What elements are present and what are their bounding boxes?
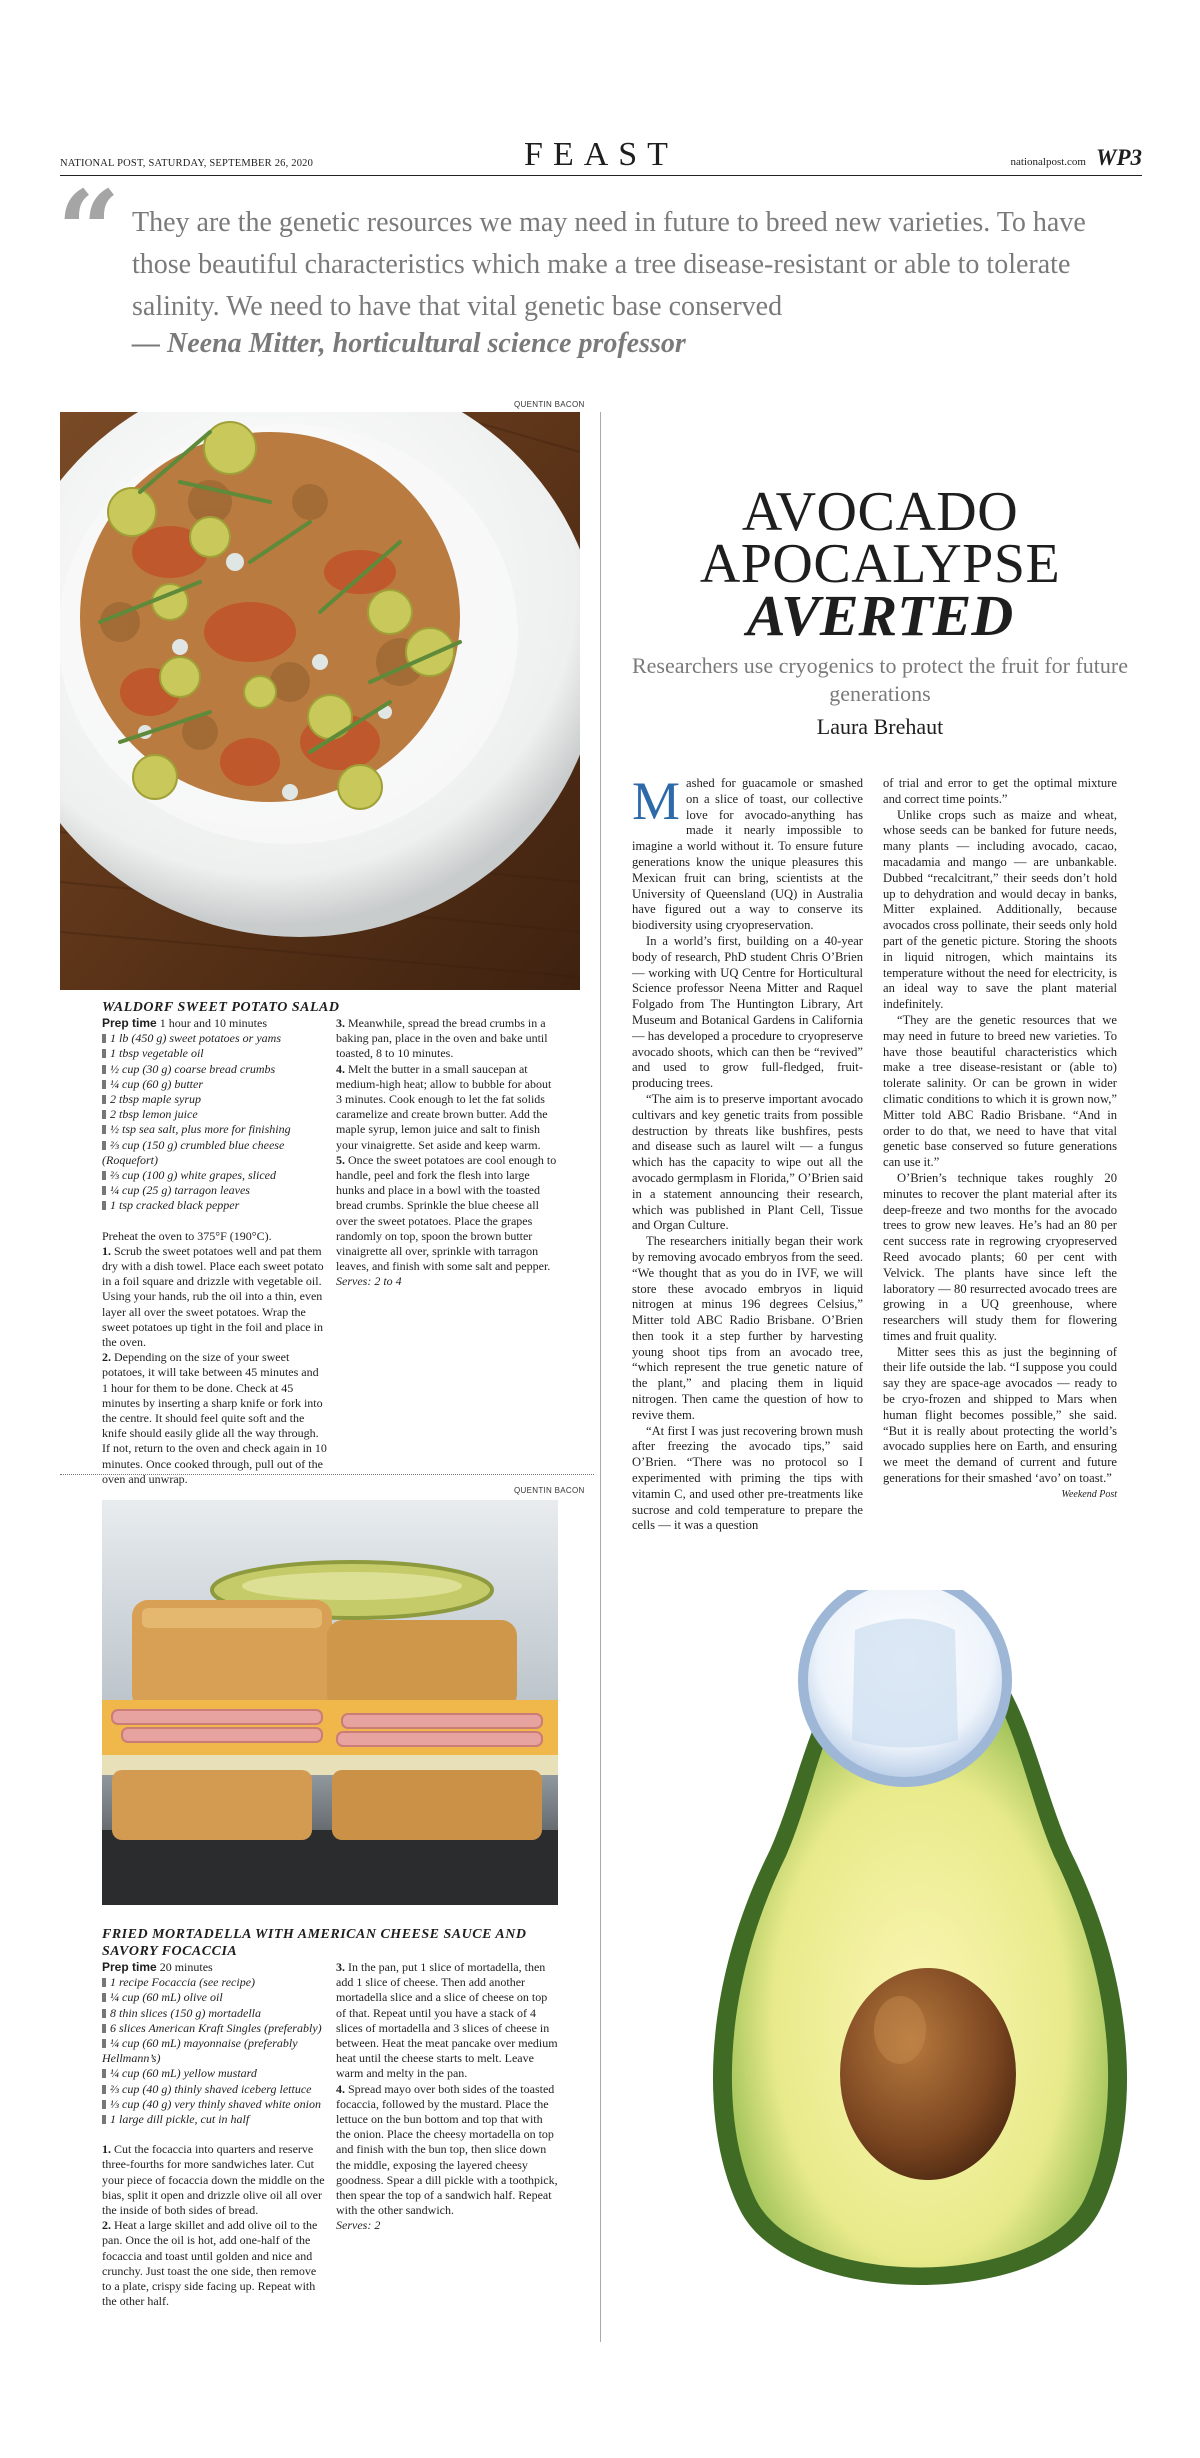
article-paragraph: Mashed for guacamole or smashed on a slice of toast, our collective love for avocado-anything has made it nearly impossible to imagine a world without it. To ensure future generations know the unique pleasures this Mexican fruit can bring, scientists at the University of Queensland (UQ) in Australia have figured out a way to conserve its biodiversity using cryopreservation. [632, 771, 863, 933]
recipe-steps-column [336, 1960, 558, 2234]
ingredient: 1 large dill pickle, cut in half [102, 2112, 327, 2127]
drop-cap: M [632, 771, 681, 831]
sandwich-photo [102, 1500, 558, 1905]
headline-line: AVERTED [746, 583, 1014, 648]
masthead-right [1011, 145, 1142, 171]
article-paragraph: Unlike crops such as maize and wheat, whose seeds can be banked for future needs, many plants — including avocado, cacao, macadamia and mango — are unbankable. Dubbed “recalcitrant,” their seeds don’t hold up to dehydration and would decay in banks, Mitter explained. Additionally, because avocados cross pollinate, their seeds only hold part of the genetic picture. Storing the shoots in liquid nitrogen, which maintains its temperature without the need for electricity, is an ideal way to save the plant material indefinitely. [883, 807, 1117, 1012]
recipe-serves: Serves: 2 [336, 2218, 381, 2233]
ingredient: ½ cup (30 g) coarse bread crumbs [102, 1062, 327, 1077]
recipe-intro: Preheat the oven to 375°F (190°C). [102, 1228, 272, 1243]
recipe-steps-column [336, 1016, 558, 1290]
article-column-1 [632, 771, 863, 1534]
ingredient: 1 tbsp vegetable oil [102, 1046, 327, 1061]
section-title: FEAST [524, 136, 678, 173]
recipe-ingredients-column [102, 1960, 327, 2309]
quote-mark-icon: “ [57, 166, 121, 295]
article-column-2 [883, 776, 1117, 1503]
ingredient: ⅓ cup (40 g) very thinly shaved white onion [102, 2097, 327, 2112]
masthead-date: NATIONAL POST, SATURDAY, SEPTEMBER 26, 2020 [60, 158, 314, 169]
ingredient: ½ tsp sea salt, plus more for finishing [102, 1122, 327, 1137]
recipe-title: FRIED MORTADELLA WITH AMERICAN CHEESE SAUCE AND SAVORY FOCACCIA [102, 1927, 527, 1959]
recipe-step: 4. Spread mayo over both sides of the toasted focaccia, followed by the mustard. Place the lettuce on the bun bottom and top that with the onion. Place the cheesy mortadella on top and finish with the bun top, then slice down the middle, exposing the layered cheesy goodness. Spear a dill pickle with a toothpick, then spear the top of a sandwich half. Repeat with the other sandwich. [336, 2081, 558, 2218]
masthead [60, 132, 1142, 176]
prep-time: Prep time 1 hour and 10 minutes [102, 1016, 268, 1030]
ingredient: ¼ cup (60 g) butter [102, 1077, 327, 1092]
recipe-step: 4. Melt the butter in a small saucepan at medium-high heat; allow to bubble for about 3 minutes. Cook enough to let the fat solids caramelize and create brown butter. Add the maple syrup, lemon juice and salt to finish your vinaigrette. Set aside and keep warm. [336, 1061, 552, 1152]
article-paragraph: “At first I was just recovering brown mush after freezing the avocado tips,” said O’Brien. “There was no protocol so I experimented with priming the tips with vitamin C, and used other pre-treatments like sucrose and cold temperature to prepare the cells — it was a question [632, 1423, 863, 1533]
article-signoff: Weekend Post [1061, 1488, 1117, 1500]
recipe-step: 3. In the pan, put 1 slice of mortadella, then add 1 slice of cheese. Then add another mortadella slice and a slice of cheese on top of that. Repeat until you have a stack of 4 slices of mortadella and 3 slices of cheese in between. Heat the meat pancake over medium heat until the cheese starts to melt. Leave warm and melty in the pan. [336, 1960, 558, 2081]
ingredient: 1 tsp cracked black pepper [102, 1198, 327, 1213]
ingredient: 6 slices American Kraft Singles (preferably) [102, 2021, 327, 2036]
pull-quote [57, 166, 1142, 388]
avocado-photo [670, 1590, 1170, 2330]
recipe-step: 2. Depending on the size of your sweet potatoes, it will take between 45 minutes and 1 hour for them to be done. Check at 45 minutes by inserting a sharp knife or fork into the centre. It should feel quite soft and the knife should easily glide all the way through. If not, return to the oven and check again in 10 minutes. Once cooked through, pull out of the oven and unwrap. [102, 1350, 327, 1486]
pull-quote-text: They are the genetic resources we may need in future to breed new varieties. To have those beautiful characteristics which make a tree disease-resistant or able to tolerate salinity. We need to have that vital genetic base conserved [132, 207, 1086, 322]
article-byline: Laura Brehaut [816, 714, 944, 739]
recipe-step: 2. Heat a large skillet and add olive oil to the pan. Once the oil is hot, add one-half of the focaccia and toast until golden and nice and crunchy. Just toast the one side, then remove to a plate, crispy side facing up. Repeat with the other half. [102, 2218, 318, 2309]
article-paragraph: “They are the genetic resources that we may need in future to breed new varieties. To have those beautiful characteristics which make a tree disease-resistant or (able to) tolerate salinity. Or can be grown in wider climatic conditions to which it is grown now,” Mitter told ABC Radio Brisbane. “And in order to do that, we need to have that vital genetic base conserved so future generations can use it.” [883, 1012, 1117, 1170]
recipe-step: 5. Once the sweet potatoes are cool enough to handle, peel and fork the flesh into large hunks and place in a bowl with the toasted bread crumbs. Sprinkle the blue cheese all over the sweet potatoes. Place the grapes randomly on top, spoon the brown butter vinaigrette all over, sprinkle with tarragon leaves, and finish with some salt and pepper. [336, 1152, 557, 1274]
article-paragraph: O’Brien’s technique takes roughly 20 minutes to recover the plant material after its deep-freeze and two months for the avocado trees to grow new leaves. He’s had an 80 per cent success rate in regrowing cryopreserved Reed avocado plants; 60 per cent with Velvick. The plants have since left the laboratory — 80 resurrected avocado trees are growing in a UQ greenhouse, where researchers will study them for flowering times and fruit quality. [883, 1170, 1117, 1343]
recipe-title: WALDORF SWEET POTATO SALAD [102, 1000, 340, 1015]
photo-credit: QUENTIN BACON [514, 1486, 585, 1495]
ingredient: ¼ cup (60 mL) yellow mustard [102, 2066, 327, 2081]
prep-time: Prep time 20 minutes [102, 1960, 213, 1974]
ingredient: 1 lb (450 g) sweet potatoes or yams [102, 1031, 327, 1046]
ingredient: 2 tbsp lemon juice [102, 1107, 327, 1122]
article-paragraph: In a world’s first, building on a 40-year body of research, PhD student Chris O’Brien — working with UQ Centre for Horticultural Science professor Neena Mitter and Raquel Folgado from The Huntington Library, Art Museum and Botanical Gardens in California — has developed a procedure to cryopreserve avocado shoots, which can then be “revived” and used to grow full-fledged, fruit-producing trees. [632, 933, 863, 1091]
ingredient: ⅔ cup (150 g) crumbled blue cheese (Roquefort) [102, 1138, 327, 1168]
recipe-step: 3. Meanwhile, spread the bread crumbs in a baking pan, place in the oven and bake until toasted, 8 to 10 minutes. [336, 1016, 548, 1061]
ingredient: ¼ cup (60 mL) olive oil [102, 1990, 327, 2005]
page-number: WP3 [1096, 145, 1142, 170]
article-paragraph: Mitter sees this as just the beginning of their life outside the lab. “I suppose you could say they are space-age avocados — ready to be cryo-frozen and shipped to Mars when human flight becomes possible,” she said. “But it is really about protecting the world’s avocado supplies here on Earth, and ensuring we meet the demand of current and future generations for their smashed ‘avo’ on toast.” [883, 1344, 1117, 1486]
recipe-ingredients-column [102, 1016, 327, 1487]
article-paragraph: “The aim is to preserve important avocado cultivars and key genetic traits from possible destruction by threats like bushfires, pests and disease such as laurel wilt — a fungus which has the capacity to wipe out all the avocado germplasm in Florida,” O’Brien said in a statement announcing their research, which was published in Plant Cell, Tissue and Organ Culture. [632, 1091, 863, 1233]
ingredient: 8 thin slices (150 g) mortadella [102, 2006, 327, 2021]
ingredient: 1 recipe Focaccia (see recipe) [102, 1975, 327, 1990]
article-headline [620, 481, 1140, 740]
website-link[interactable]: nationalpost.com [1010, 156, 1086, 168]
article-deck: Researchers use cryogenics to protect the fruit for future generations [631, 653, 1129, 706]
headline-line: APOCALYPSE [699, 533, 1061, 595]
article-paragraph: The researchers initially began their work by removing avocado embryos from the seed. “We thought that as you do in IVF, we will store these avocado embryos in liquid nitrogen at minus 196 degrees Celsius,” Mitter told ABC Radio Brisbane. O’Brien then took it a step further by harvesting young shoot tips from an avocado tree, “which represent the true genetic nature of the plant,” and placing them in liquid nitrogen. Then came the question of how to revive them. [632, 1234, 863, 1422]
recipe-step: 1. Scrub the sweet potatoes well and pat them dry with a dish towel. Place each sweet potato in a foil square and drizzle with vegetable oil. Using your hands, rub the oil into a thin, even layer all over the sweet potatoes. Wrap the sweet potatoes up tight in the foil and place in the oven. [102, 1243, 324, 1350]
ingredient: 2 tbsp maple syrup [102, 1092, 327, 1107]
photo-credit: QUENTIN BACON [514, 400, 585, 409]
recipe-step: 1. Cut the focaccia into quarters and reserve three-fourths for more sandwiches later. Cut your piece of focaccia down the middle on the bias, split it open and drizzle olive oil all over the inside of both sides of bread. [102, 2142, 325, 2218]
headline-line: AVOCADO [741, 481, 1019, 543]
ingredient: ¼ cup (25 g) tarragon leaves [102, 1183, 327, 1198]
ingredient: ⅔ cup (100 g) white grapes, sliced [102, 1168, 327, 1183]
column-divider [600, 412, 601, 2342]
ingredient: ¼ cup (60 mL) mayonnaise (preferably Hellmann’s) [102, 2036, 327, 2066]
recipe-serves: Serves: 2 to 4 [336, 1274, 402, 1289]
pull-quote-attribution: — Neena Mitter, horticultural science professor [132, 328, 686, 359]
salad-photo [60, 412, 580, 990]
article-paragraph: of trial and error to get the optimal mixture and correct time points.” [883, 776, 1117, 806]
section-divider [60, 1474, 594, 1475]
ingredient: ⅔ cup (40 g) thinly shaved iceberg lettuce [102, 2082, 327, 2097]
